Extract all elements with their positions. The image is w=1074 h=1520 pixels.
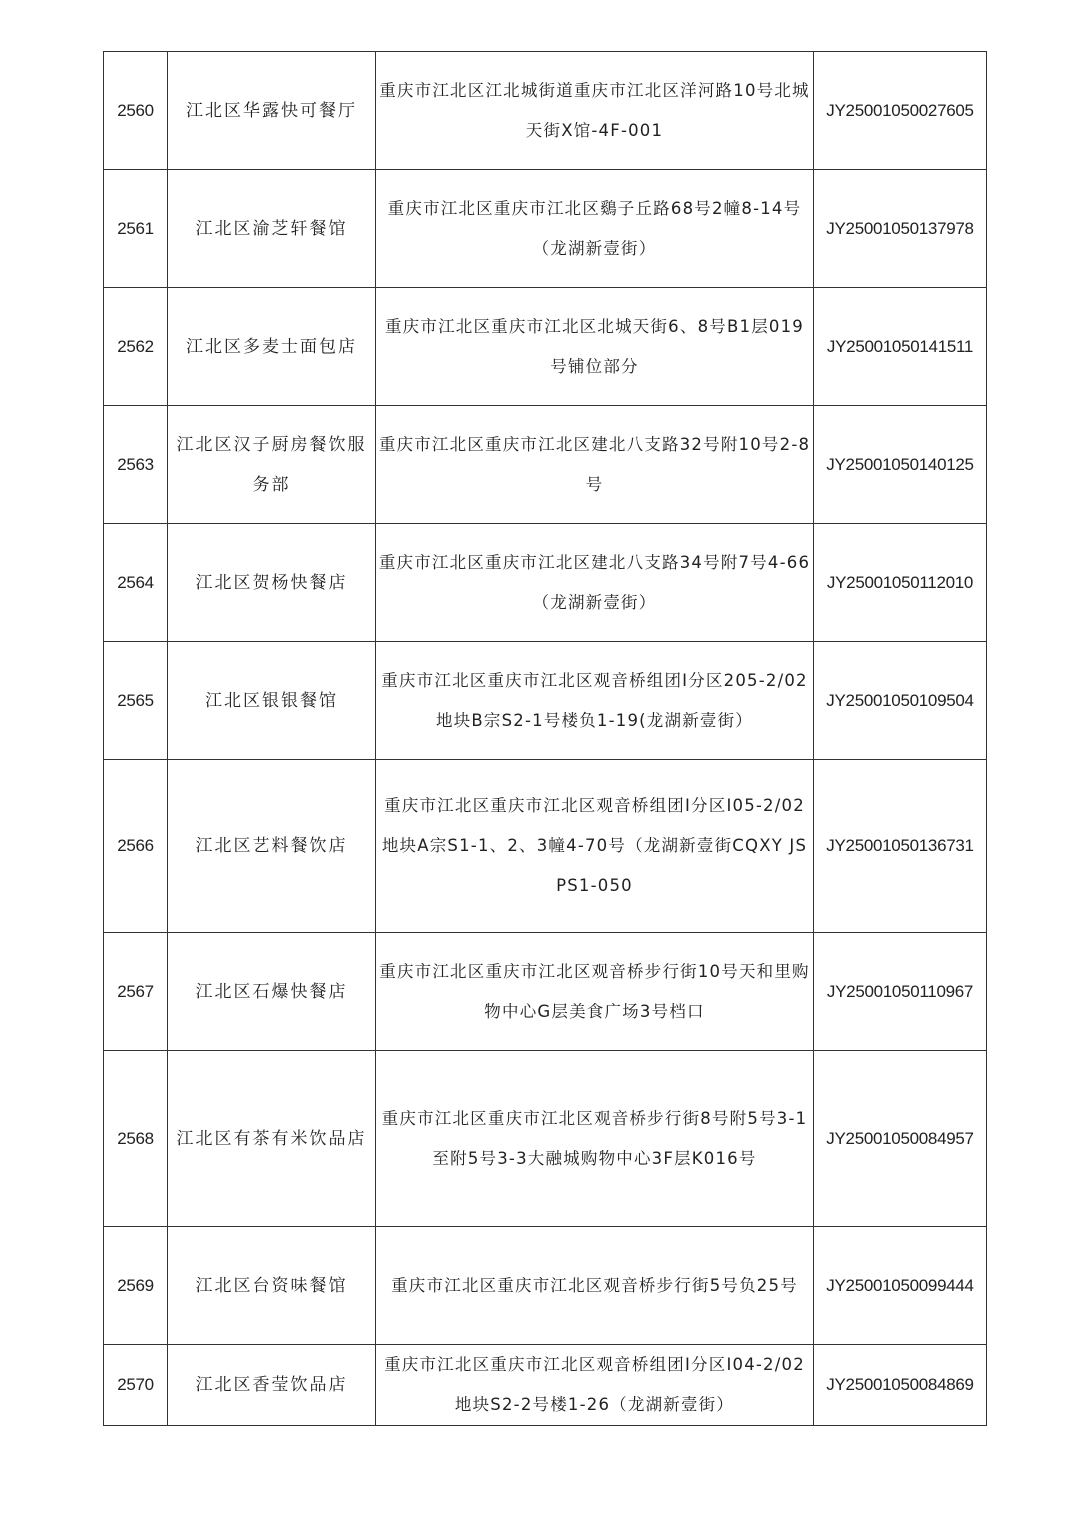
row-number: 2568 (104, 1051, 168, 1227)
row-number: 2566 (104, 760, 168, 933)
table-row (104, 1051, 987, 1227)
table-row (104, 170, 987, 288)
table-row (104, 406, 987, 524)
business-name: 江北区渝芝轩餐馆 (168, 170, 376, 288)
business-name: 江北区贺杨快餐店 (168, 524, 376, 642)
table-row (104, 288, 987, 406)
business-address: 重庆市江北区重庆市江北区观音桥组团I分区I05-2/02地块A宗S1-1、2、3幢4-70号（龙湖新壹街CQXY JSPS1-050 (376, 760, 814, 933)
license-number: JY25001050099444 (814, 1227, 987, 1345)
row-number: 2563 (104, 406, 168, 524)
row-number: 2564 (104, 524, 168, 642)
license-table (103, 51, 987, 1426)
row-number: 2562 (104, 288, 168, 406)
license-number: JY25001050027605 (814, 52, 987, 170)
business-name: 江北区银银餐馆 (168, 642, 376, 760)
business-name: 江北区华露快可餐厅 (168, 52, 376, 170)
table-row (104, 1227, 987, 1345)
business-name: 江北区多麦士面包店 (168, 288, 376, 406)
row-number: 2570 (104, 1345, 168, 1426)
license-number: JY25001050110967 (814, 933, 987, 1051)
table-row (104, 1345, 987, 1426)
table-row (104, 524, 987, 642)
business-address: 重庆市江北区重庆市江北区建北八支路34号附7号4-66（龙湖新壹街） (376, 524, 814, 642)
business-name: 江北区汉子厨房餐饮服务部 (168, 406, 376, 524)
license-number: JY25001050084869 (814, 1345, 987, 1426)
row-number: 2561 (104, 170, 168, 288)
business-name: 江北区有茶有米饮品店 (168, 1051, 376, 1227)
row-number: 2565 (104, 642, 168, 760)
table-row (104, 52, 987, 170)
table-row (104, 933, 987, 1051)
business-address: 重庆市江北区重庆市江北区北城天街6、8号B1层019号铺位部分 (376, 288, 814, 406)
business-name: 江北区香莹饮品店 (168, 1345, 376, 1426)
business-name: 江北区石爆快餐店 (168, 933, 376, 1051)
business-name: 江北区艺料餐饮店 (168, 760, 376, 933)
business-address: 重庆市江北区重庆市江北区鷄子丘路68号2幢8-14号（龙湖新壹街） (376, 170, 814, 288)
table-row (104, 760, 987, 933)
license-number: JY25001050112010 (814, 524, 987, 642)
business-name: 江北区台资味餐馆 (168, 1227, 376, 1345)
row-number: 2567 (104, 933, 168, 1051)
business-address: 重庆市江北区江北城街道重庆市江北区洋河路10号北城天街X馆-4F-001 (376, 52, 814, 170)
business-address: 重庆市江北区重庆市江北区观音桥组团I分区I04-2/02地块S2-2号楼1-26（龙湖新壹街） (376, 1345, 814, 1426)
business-address: 重庆市江北区重庆市江北区观音桥步行街10号天和里购物中心G层美食广场3号档口 (376, 933, 814, 1051)
license-number: JY25001050140125 (814, 406, 987, 524)
row-number: 2569 (104, 1227, 168, 1345)
license-number: JY25001050137978 (814, 170, 987, 288)
license-number: JY25001050136731 (814, 760, 987, 933)
business-address: 重庆市江北区重庆市江北区观音桥组团I分区205-2/02地块B宗S2-1号楼负1-19(龙湖新壹街） (376, 642, 814, 760)
license-number: JY25001050141511 (814, 288, 987, 406)
license-number: JY25001050109504 (814, 642, 987, 760)
business-address: 重庆市江北区重庆市江北区建北八支路32号附10号2-8号 (376, 406, 814, 524)
license-number: JY25001050084957 (814, 1051, 987, 1227)
business-address: 重庆市江北区重庆市江北区观音桥步行街8号附5号3-1至附5号3-3大融城购物中心3F层K016号 (376, 1051, 814, 1227)
table-row (104, 642, 987, 760)
business-address: 重庆市江北区重庆市江北区观音桥步行街5号负25号 (376, 1227, 814, 1345)
row-number: 2560 (104, 52, 168, 170)
